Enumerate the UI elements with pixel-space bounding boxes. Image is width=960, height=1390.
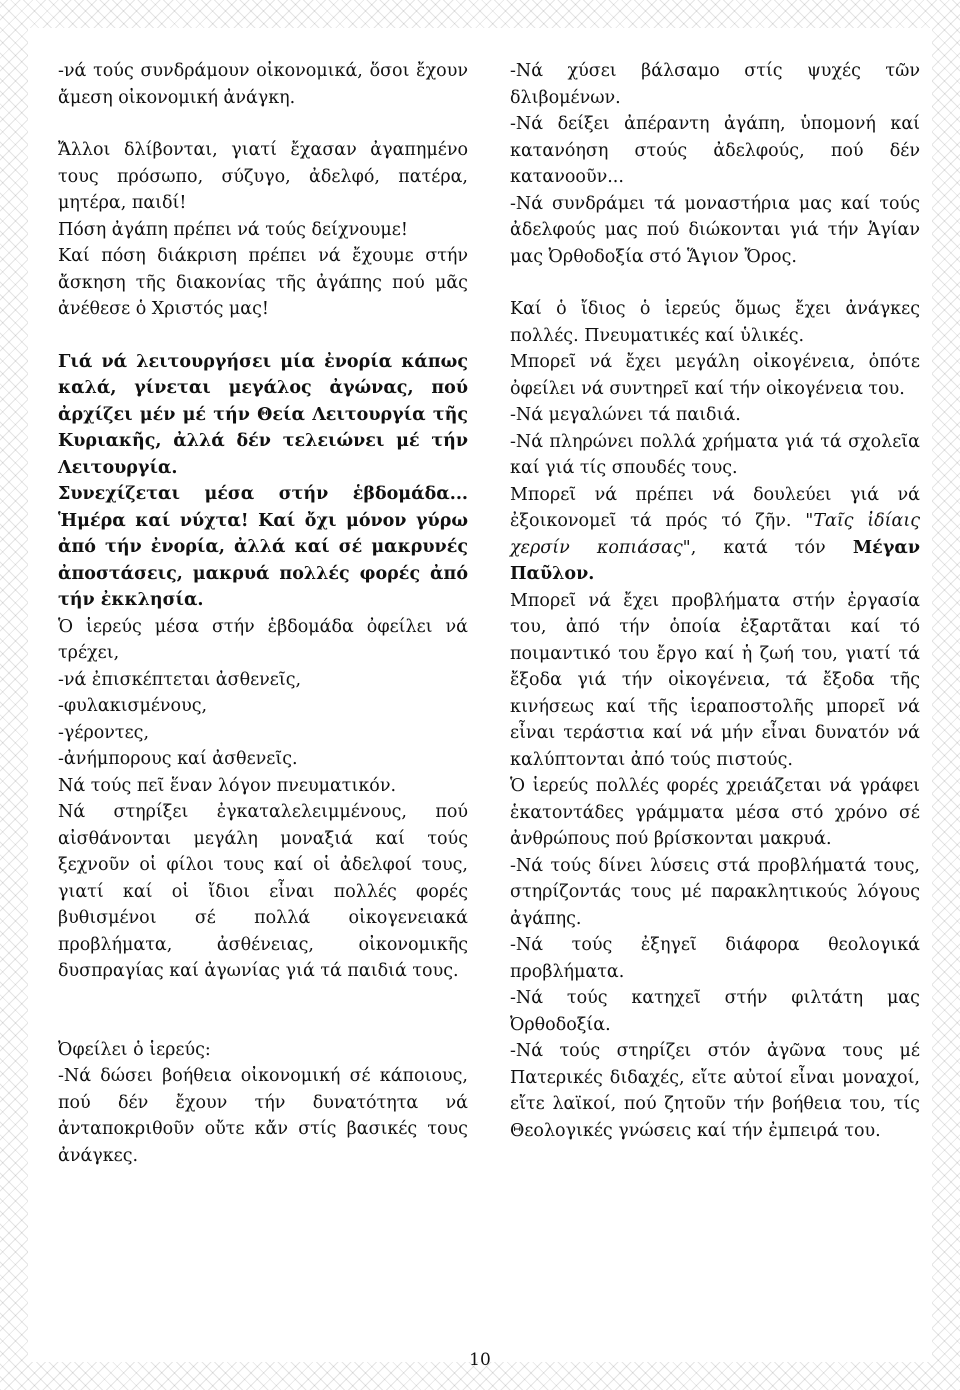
list-item: -φυλακισμένους, (58, 696, 208, 716)
list-item: -Νά χύσει βάλσαμο στίς ψυχές τῶν δλιβομένων. (510, 61, 920, 108)
paragraph: -νά τούς συνδράμουν οἰκονομικά, ὅσοι ἔχουν ἄμεση οἰκονομική ἀνάγκη. (58, 61, 468, 108)
list-item: -Νά τούς στηρίζει στόν ἀγῶνα τους μέ Πατερικές διδαχές, εἴτε αὐτοί εἶναι μοναχοί, εἴτε λαϊκοί, πού ζητοῦν τήν βοήθεια του, τίς Θεολογικές γνώσεις καί τήν ἐμπειρά του. (510, 1041, 920, 1141)
list-item: -ἀνήμπορους καί ἀσθενεῖς. (58, 749, 298, 769)
bold-paragraph: Συνεχίζεται μέσα στήν ἑβδομάδα... Ἡμέρα καί νύχτα! Καί ὄχι μόνον γύρω ἀπό τήν ἐνορία, ἀλλά καί σέ μακρυνές ἀποστάσεις, μακρυά πολλές φορές ἀπό τήν ἐκκλησία. (58, 484, 468, 610)
paragraph: Καί ὁ ἴδιος ὁ ἱερεύς ὅμως ἔχει ἀνάγκες πολλές. Πνευματικές καί ὑλικές. (510, 299, 920, 346)
list-item: -Νά τούς ἐξηγεῖ διάφορα θεολογικά προβλήματα. (510, 935, 920, 982)
list-item: -Νά πληρώνει πολλά χρήματα γιά τά σχολεῖα καί γιά τίς σπουδές τους. (510, 431, 920, 478)
right-column (510, 58, 920, 1144)
bold-name: Μέγαν Παῦλον. (510, 537, 920, 584)
list-item: -Νά δείξει ἀπέραντη ἀγάπη, ὑπομονή καί κατανόηση στούς ἀδελφούς, πού δέν κατανοοῦν... (510, 114, 920, 187)
paragraph: -Νά δώσει βοήθεια οἰκονομική σέ κάποιους, πού δέν ἔχουν τήν δυνατότητα νά ἀνταποκριθοῦν οὔτε κἄν στίς βασικές τους ἀνάγκες. (58, 1066, 468, 1166)
page-number: 10 (469, 1350, 491, 1370)
paragraph: Νά στηρίξει ἐγκαταλελειμμένους, πού αἰσθάνονται μεγάλη μοναξιά καί τούς ξεχνοῦν οἱ φίλοι τους καί οἱ ἀδελφοί τους, γιατί καί οἱ ἴδιοι εἶναι πολλές φορές βυθισμένοι σέ πολλά οἰκογενειακά προβλήματα, ἀσθένειας, οἰκονομικῆς δυσπραγίας καί ἀγωνίας γιά τά παιδιά τους. (58, 802, 468, 981)
paragraph: Ὁ ἱερεύς πολλές φορές χρειάζεται νά γράφει ἑκατοντάδες γράμματα μέσα στό χρόνο σέ ἀνθρώπους πού βρίσκονται μακρυά. (510, 776, 920, 849)
list-item: -Νά τούς κατηχεῖ στήν φιλτάτη μας Ὀρθοδοξία. (510, 988, 920, 1035)
list-item: -γέροντες, (58, 722, 150, 743)
bold-paragraph: Γιά νά λειτουργήσει μία ἐνορία κάπως καλά, γίνεται μεγάλος ἀγώνας, πού ἀρχίζει μέν μέ τήν Θεία Λειτουργία τῆς Κυριακῆς, ἀλλά δέν τελειώνει μέ τήν Λειτουργία. (58, 351, 468, 478)
list-item: -νά ἐπισκέπτεται ἀσθενεῖς, (58, 669, 302, 690)
italic-quote: "Ταῖς ἰδίαις χερσίν κοπιάσας" (510, 511, 920, 558)
paragraph: Καί πόση διάκριση πρέπει νά ἔχουμε στήν ἄσκηση τῆς διακονίας τῆς ἀγάπης πού μᾶς ἀνέθεσε ὁ Χριστός μας! (58, 246, 468, 319)
paragraph: Νά τούς πεῖ ἕναν λόγον πνευματικόν. (58, 775, 397, 796)
paragraph: Ὀφείλει ὁ ἱερεύς: (58, 1039, 211, 1060)
text-run: , κατά τόν (690, 537, 853, 558)
left-column (58, 58, 468, 1169)
list-item: -Νά τούς δίνει λύσεις στά προβλήματά τους, στηρίζοντάς τους μέ παρακλητικούς λόγους ἀγάπης. (510, 855, 920, 929)
text-run: Μπορεῖ νά πρέπει νά δουλεύει γιά νά ἐξοικονομεῖ τά πρός τό ζῆν. (510, 484, 920, 531)
paragraph (510, 482, 920, 588)
paragraph: Μπορεῖ νά ἔχει μεγάλη οἰκογένεια, ὁπότε ὀφείλει νά συντηρεῖ καί τήν οἰκογένεια του. (510, 352, 920, 399)
document-page (28, 28, 932, 1370)
list-item: -Νά μεγαλώνει τά παιδιά. (510, 405, 741, 425)
paragraph: Πόση ἀγάπη πρέπει νά τούς δείχνουμε! (58, 219, 408, 240)
paragraph: Ἄλλοι δλίβονται, γιατί ἔχασαν ἀγαπημένο τους πρόσωπο, σύζυγο, ἀδελφό, πατέρα, μητέρα, παιδί! (58, 140, 468, 213)
paragraph: Ὁ ἱερεύς μέσα στήν ἑβδομάδα ὀφείλει νά τρέχει, (58, 616, 468, 663)
paragraph: Μπορεῖ νά ἔχει προβλήματα στήν ἐργασία του, ἀπό τήν ὁποία ἐξαρτᾶται καί τό ποιμαντικό του ἔργο καί ἡ ζωή του, γιατί τά ἔξοδα γιά τήν οἰκογένεια, τά ἔξοδα τῆς κινήσεως καί τῆς ἱεραποστολῆς μπορεῖ νά εἶναι τεράστια καί νά μήν εἶναι δυνατόν νά καλύπτονται ἀπό τούς πιστούς. (510, 590, 920, 770)
list-item: -Νά συνδράμει τά μοναστήρια μας καί τούς ἀδελφούς μας πού διώκονται γιά τήν Ἁγίαν μας Ὀρθοδοξία στό Ἅγιον Ὄρος. (510, 193, 920, 267)
